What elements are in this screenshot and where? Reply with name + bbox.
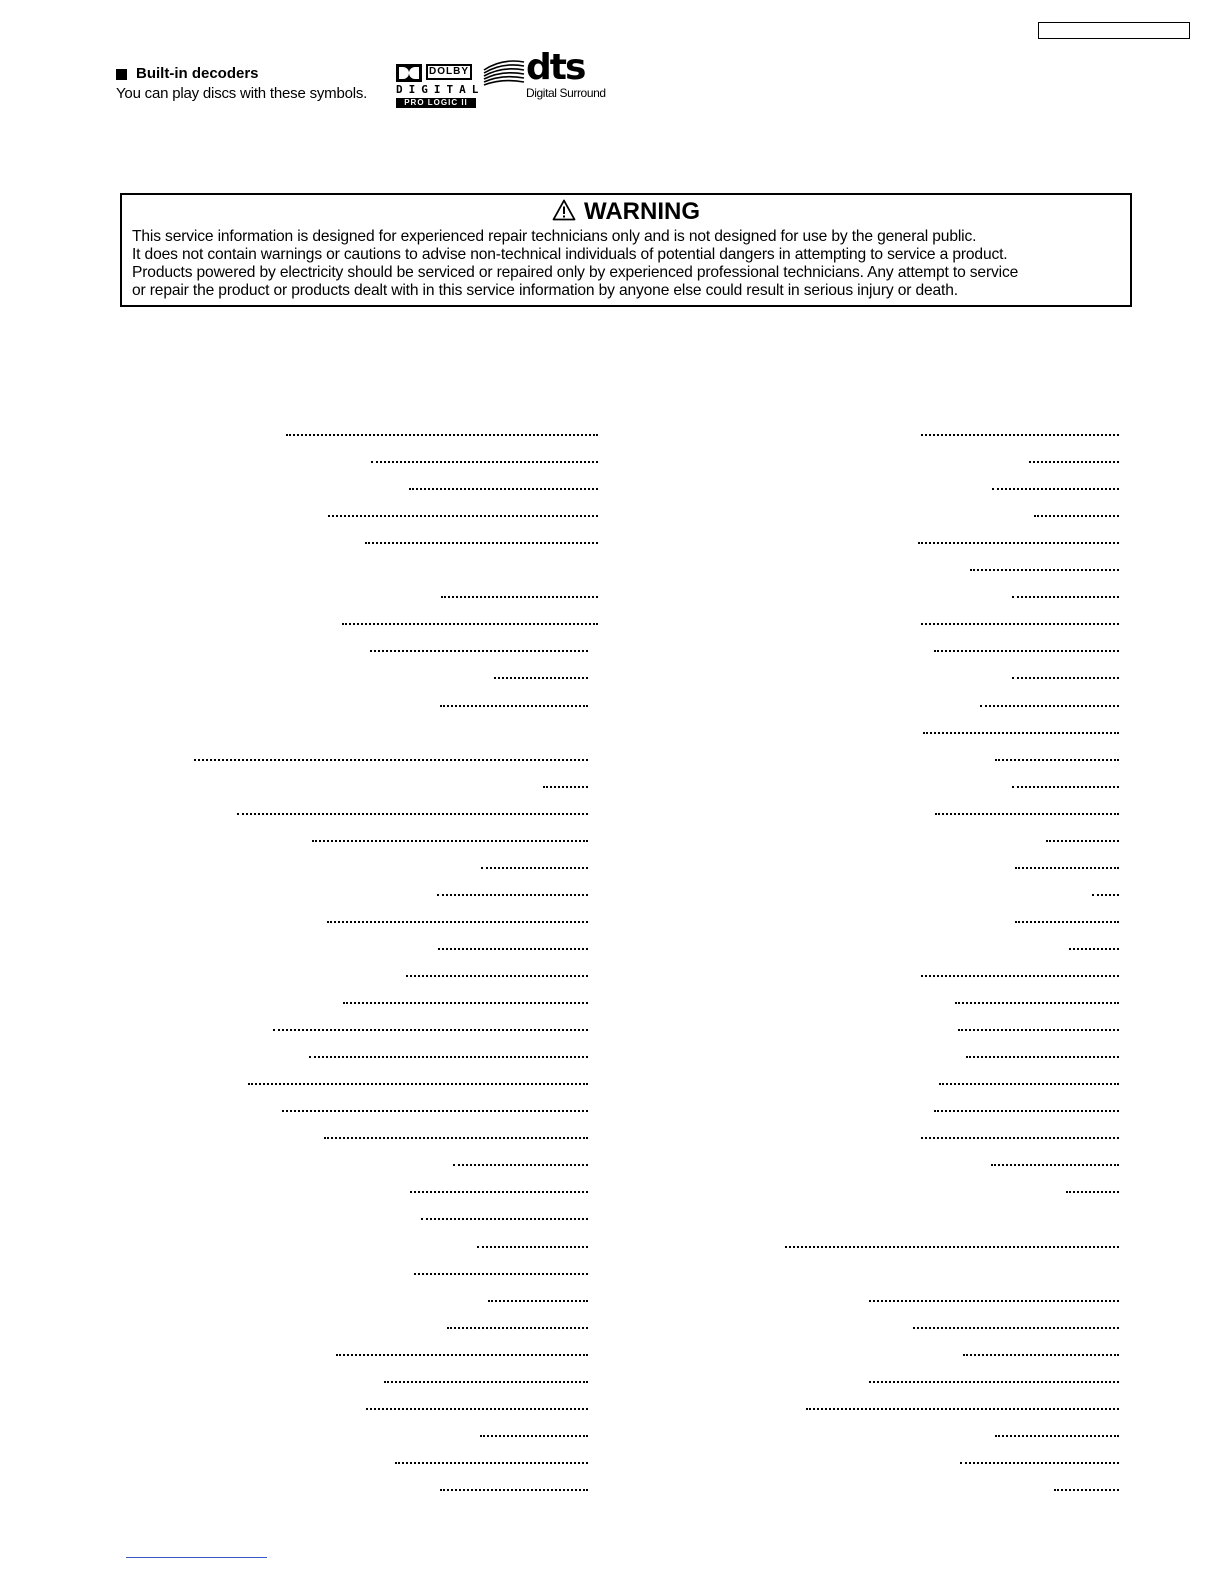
warning-text bbox=[132, 228, 1122, 300]
decoders-description: You can play discs with these symbols. bbox=[116, 85, 368, 102]
toc-leader-right-16 bbox=[1046, 836, 1119, 842]
toc-leader-left-3 bbox=[409, 484, 598, 490]
toc-leader-right-24 bbox=[966, 1052, 1119, 1058]
toc-leader-left-10 bbox=[494, 673, 588, 679]
toc-leader-left-16 bbox=[312, 836, 588, 842]
dolby-digital-logo bbox=[396, 62, 485, 108]
toc-leader-left-19 bbox=[327, 917, 588, 923]
built-in-decoders bbox=[116, 64, 367, 104]
toc-leader-left-13 bbox=[194, 755, 588, 761]
dts-waves-icon bbox=[482, 56, 526, 88]
dts-subtitle: Digital Surround bbox=[526, 86, 606, 100]
toc-leader-right-26 bbox=[934, 1106, 1119, 1112]
toc-leader-left-36 bbox=[384, 1377, 588, 1383]
toc-leader-right-23 bbox=[958, 1025, 1119, 1031]
toc-leader-right-25 bbox=[939, 1079, 1119, 1085]
toc-leader-left-8 bbox=[342, 619, 598, 625]
toc-leader-left-20 bbox=[438, 944, 588, 950]
toc-leader-left-34 bbox=[447, 1323, 588, 1329]
decoders-heading bbox=[116, 64, 367, 84]
toc-leader-left-28 bbox=[453, 1160, 588, 1166]
toc-leader-left-1 bbox=[286, 430, 598, 436]
toc-leader-left-17 bbox=[481, 863, 588, 869]
toc-leader-left-2 bbox=[371, 457, 598, 463]
toc-leader-left-9 bbox=[370, 646, 588, 652]
toc-leader-right-33 bbox=[869, 1296, 1119, 1302]
toc-leader-left-35 bbox=[336, 1350, 588, 1356]
dts-logo bbox=[482, 47, 608, 104]
warning-line: This service information is designed for experienced repair technicians only and is not designed for use by the general public. bbox=[132, 228, 977, 245]
toc-leader-right-19 bbox=[1015, 917, 1119, 923]
toc-leader-left-25 bbox=[248, 1079, 588, 1085]
warning-triangle-icon bbox=[552, 199, 576, 221]
toc-leader-left-22 bbox=[343, 998, 588, 1004]
toc-leader-right-12 bbox=[923, 728, 1119, 734]
toc-leader-left-11 bbox=[440, 701, 588, 707]
toc-leader-right-20 bbox=[1069, 944, 1119, 950]
toc-leader-right-13 bbox=[995, 755, 1119, 761]
toc-leader-right-1 bbox=[921, 430, 1119, 436]
toc-leader-right-22 bbox=[955, 998, 1119, 1004]
toc-leader-right-2 bbox=[1029, 457, 1119, 463]
warning-line: It does not contain warnings or cautions to advise non-technical individuals of potential dangers in attempting to service a product. bbox=[132, 246, 1008, 263]
toc-leader-right-40 bbox=[1054, 1485, 1119, 1491]
toc-leader-right-10 bbox=[1012, 673, 1119, 679]
toc-leader-left-18 bbox=[437, 890, 588, 896]
toc-leader-right-35 bbox=[963, 1350, 1119, 1356]
toc-leader-right-11 bbox=[980, 701, 1119, 707]
toc-leader-right-36 bbox=[869, 1377, 1119, 1383]
toc-leader-left-27 bbox=[324, 1133, 588, 1139]
toc-leader-right-31 bbox=[785, 1242, 1119, 1248]
toc-leader-right-17 bbox=[1015, 863, 1119, 869]
toc-leader-left-15 bbox=[237, 809, 588, 815]
toc-leader-right-14 bbox=[1012, 782, 1119, 788]
decoders-title: Built-in decoders bbox=[136, 65, 259, 82]
toc-leader-left-30 bbox=[421, 1214, 588, 1220]
toc-leader-right-15 bbox=[935, 809, 1119, 815]
toc-leader-left-14 bbox=[543, 782, 588, 788]
toc-leader-left-37 bbox=[366, 1404, 588, 1410]
toc-leader-right-37 bbox=[806, 1404, 1119, 1410]
footer-link[interactable] bbox=[126, 1557, 267, 1558]
warning-title: WARNING bbox=[584, 198, 700, 225]
toc-leader-left-31 bbox=[477, 1242, 588, 1248]
toc-leader-left-32 bbox=[414, 1269, 588, 1275]
toc-leader-right-21 bbox=[921, 971, 1119, 977]
pro-logic-bar: PRO LOGIC II bbox=[396, 98, 476, 108]
toc-leader-right-27 bbox=[921, 1133, 1119, 1139]
toc-leader-right-4 bbox=[1034, 511, 1119, 517]
toc-leader-right-6 bbox=[970, 565, 1119, 571]
toc-leader-left-29 bbox=[410, 1187, 588, 1193]
toc-leader-left-33 bbox=[488, 1296, 588, 1302]
toc-leader-left-7 bbox=[441, 592, 598, 598]
toc-leader-left-39 bbox=[395, 1458, 588, 1464]
dolby-wordmark: DOLBY bbox=[426, 64, 472, 80]
toc-leader-left-26 bbox=[282, 1106, 588, 1112]
double-d-icon bbox=[396, 64, 422, 82]
toc-leader-left-4 bbox=[328, 511, 598, 517]
toc-leader-left-23 bbox=[273, 1025, 588, 1031]
toc-leader-right-28 bbox=[991, 1160, 1119, 1166]
toc-leader-right-5 bbox=[918, 538, 1119, 544]
warning-heading bbox=[122, 197, 1130, 227]
dts-wordmark: dts bbox=[526, 47, 585, 88]
warning-line: or repair the product or products dealt with in this service information by anyone else could result in serious injury or death. bbox=[132, 282, 958, 299]
dolby-digital-text: DIGITAL bbox=[396, 83, 485, 96]
toc-leader-left-24 bbox=[309, 1052, 588, 1058]
toc-leader-right-9 bbox=[934, 646, 1119, 652]
toc-leader-right-7 bbox=[1012, 592, 1119, 598]
toc-leader-right-34 bbox=[913, 1323, 1119, 1329]
warning-line: Products powered by electricity should be serviced or repaired only by experienced professional technicians. Any attempt to service bbox=[132, 264, 1019, 281]
toc-leader-right-38 bbox=[995, 1431, 1119, 1437]
square-bullet-icon bbox=[116, 69, 127, 80]
model-number-box bbox=[1038, 22, 1190, 39]
toc-leader-right-39 bbox=[960, 1458, 1119, 1464]
toc-leader-right-3 bbox=[992, 484, 1119, 490]
toc-leader-left-40 bbox=[440, 1485, 588, 1491]
toc-leader-right-8 bbox=[921, 619, 1119, 625]
toc-leader-left-5 bbox=[365, 538, 598, 544]
toc-leader-left-38 bbox=[480, 1431, 588, 1437]
toc-leader-right-18 bbox=[1092, 890, 1119, 896]
warning-box bbox=[120, 193, 1132, 307]
toc-leader-left-21 bbox=[406, 971, 588, 977]
toc-leader-right-29 bbox=[1066, 1187, 1119, 1193]
